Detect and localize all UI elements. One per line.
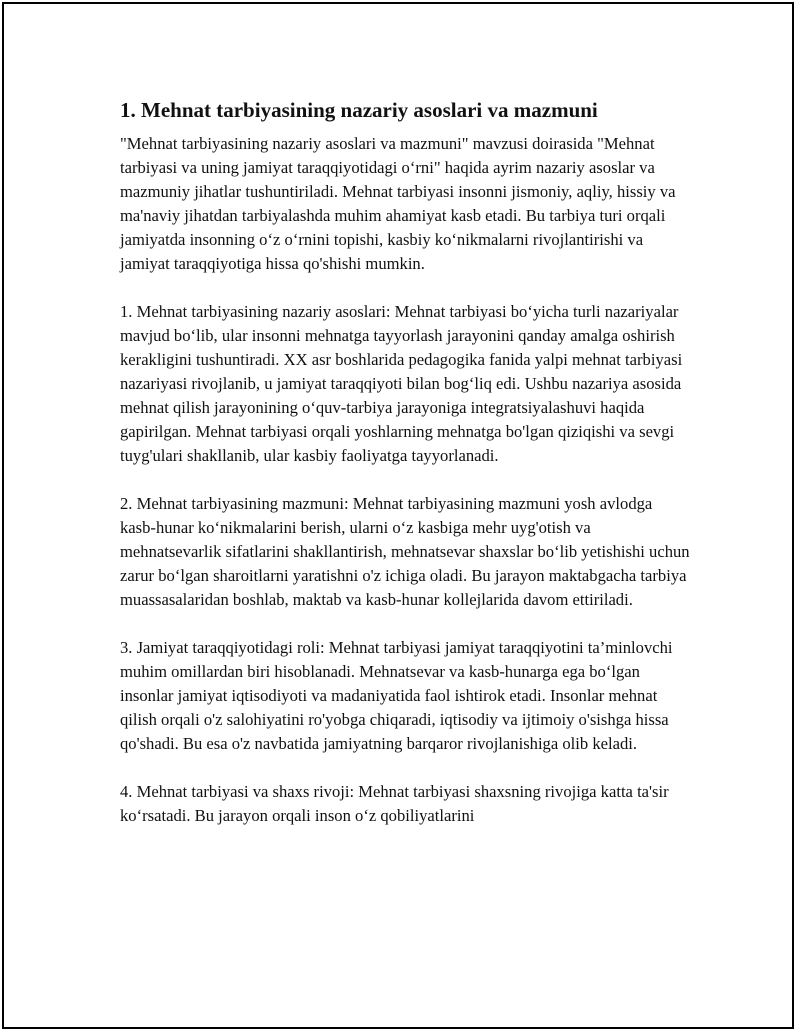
section-2-paragraph: 2. Mehnat tarbiyasining mazmuni: Mehnat tarbiyasining mazmuni yosh avlodga kasb-hunar ko‘nikmalarini berish, ularni o‘z kasbiga mehr uyg'otish va mehnatsevarlik sifatlarini shakllantirish, mehnatsevar shaxslar bo‘lib yetishishi uchun zarur bo‘lgan sharoitlarni yaratishni o'z ichiga oladi. Bu jarayon maktabgacha tarbiya muassasalaridan boshlab, maktab va kasb-hunar kollejlarida davom ettiriladi.	[120, 494, 690, 609]
document-body	[120, 96, 690, 852]
section-1-paragraph: 1. Mehnat tarbiyasining nazariy asoslari: Mehnat tarbiyasi bo‘yicha turli nazariyalar mavjud bo‘lib, ular insonni mehnatga tayyorlash jarayonini qanday amalga oshirish kerakligini tushuntiradi. XX asr boshlarida pedagogika fanida yalpi mehnat tarbiyasi nazariyasi rivojlanib, u jamiyat taraqqiyoti bilan bog‘liq edi. Ushbu nazariya asosida mehnat qilish jarayonining o‘quv-tarbiya jarayoniga integratsiyalashuvi haqida gapirilgan. Mehnat tarbiyasi orqali yoshlarning mehnatga bo'lgan qiziqishi va sevgi tuyg'ulari shakllanib, ular kasbiy faoliyatga tayyorlanadi.	[120, 302, 683, 465]
section-4-paragraph: 4. Mehnat tarbiyasi va shaxs rivoji: Mehnat tarbiyasi shaxsning rivojiga katta ta'sir ko‘rsatadi. Bu jarayon orqali inson o‘z qobiliyatlarini	[120, 782, 669, 825]
document-page	[2, 2, 794, 1029]
document-title: 1. Mehnat tarbiyasining nazariy asoslari va mazmuni	[120, 98, 598, 122]
intro-paragraph: "Mehnat tarbiyasining nazariy asoslari va mazmuni" mavzusi doirasida "Mehnat tarbiyasi va uning jamiyat taraqqiyotidagi o‘rni" haqida ayrim nazariy asoslar va mazmuniy jihatlar tushuntiriladi. Mehnat tarbiyasi insonni jismoniy, aqliy, hissiy va ma'naviy jihatdan tarbiyalashda muhim ahamiyat kasb etadi. Bu tarbiya turi orqali jamiyatda insonning o‘z o‘rnini topishi, kasbiy ko‘nikmalarni rivojlantirishi va jamiyat taraqqiyotiga hissa qo'shishi mumkin.	[120, 134, 676, 273]
section-3-paragraph: 3. Jamiyat taraqqiyotidagi roli: Mehnat tarbiyasi jamiyat taraqqiyotini ta’minlovchi muhim omillardan biri hisoblanadi. Mehnatsevar va kasb-hunarga ega bo‘lgan insonlar jamiyat iqtisodiyoti va madaniyatida faol ishtirok etadi. Insonlar mehnat qilish orqali o'z salohiyatini ro'yobga chiqaradi, iqtisodiy va ijtimoiy o'sishga hissa qo'shadi. Bu esa o'z navbatida jamiyatning barqaror rivojlanishiga olib keladi.	[120, 638, 673, 753]
